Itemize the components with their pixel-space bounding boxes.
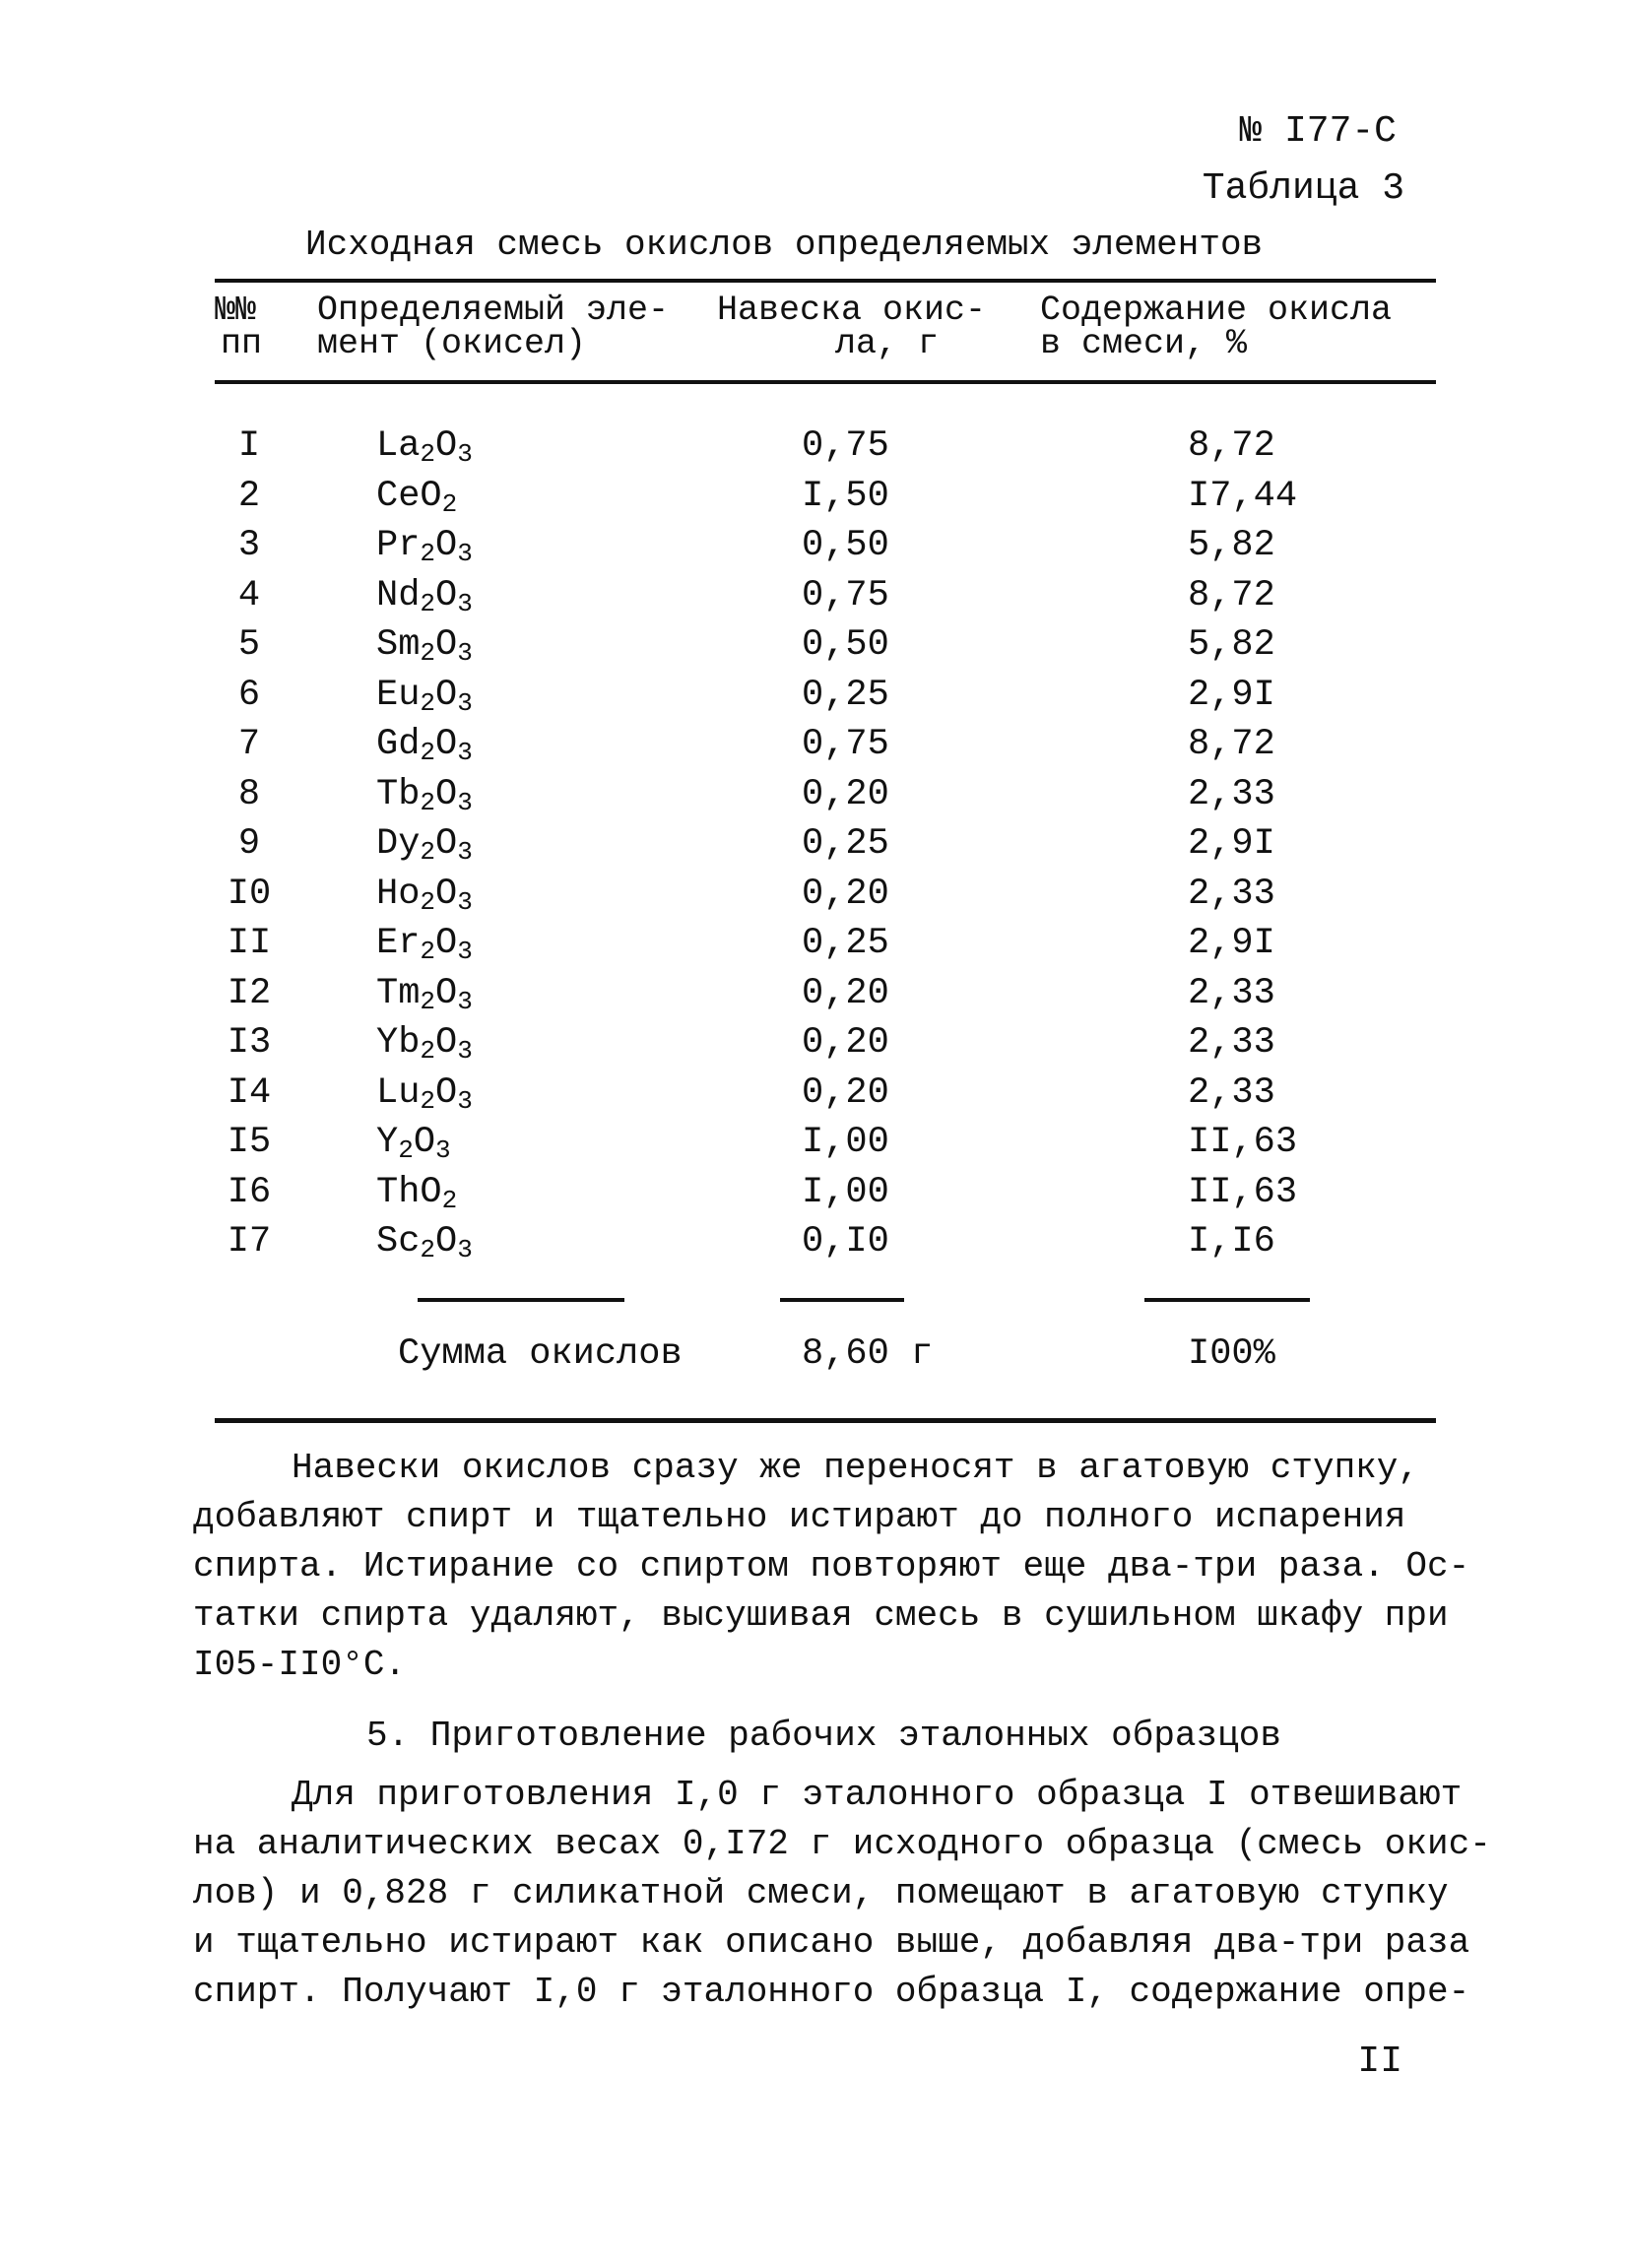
row-number: 9 (237, 823, 261, 865)
oxide-content: I7,44 (1188, 475, 1298, 517)
oxide-mass: 0,20 (802, 1071, 889, 1114)
row-number: 7 (237, 724, 261, 765)
row-number: 6 (237, 674, 261, 716)
row-number: I3 (227, 1022, 272, 1064)
oxide-formula: $Tb_2O_3$ (376, 773, 473, 817)
paragraph-mixing: Навески окислов сразу же переносят в агатовую ступку, добавляют спирт и тщательно истирают до полного испарения спирта. Истирание со спиртом повторяют еще два-три раза. Ос- татки спирта удаляют, высушивая смесь в сушильном шкафу при I05-II0°С. (193, 1448, 1470, 1685)
table-top-rule (215, 279, 1436, 283)
total-mass: 8,60 г (802, 1333, 934, 1375)
table-row (0, 1022, 1629, 1071)
oxide-formula: ThO$_2$ (376, 1171, 458, 1215)
oxide-content: 8,72 (1188, 425, 1275, 467)
oxide-content: 8,72 (1188, 724, 1275, 765)
oxide-formula: $Lu_2O_3$ (376, 1071, 473, 1116)
col-header-content: Содержание окисла в смеси, % (1040, 291, 1393, 363)
table-row (0, 823, 1629, 873)
oxide-content: 2,33 (1188, 1071, 1275, 1114)
row-number: I4 (227, 1071, 272, 1114)
table-label: Таблица 3 (1202, 167, 1404, 210)
row-number: 2 (237, 475, 261, 517)
row-number: 8 (237, 773, 261, 815)
oxide-formula: $Ho_2O_3$ (376, 873, 473, 917)
column-underline (780, 1298, 904, 1302)
table-row (0, 774, 1629, 823)
oxide-mass: 0,25 (802, 923, 889, 964)
table-header-rule (215, 380, 1436, 384)
row-number: 3 (237, 525, 261, 566)
table-row (0, 973, 1629, 1022)
row-number: I7 (227, 1221, 272, 1263)
oxide-formula: $Yb_2O_3$ (376, 1022, 473, 1066)
table-row (0, 675, 1629, 724)
oxide-content: II,63 (1188, 1122, 1298, 1163)
column-underline (418, 1298, 624, 1302)
oxide-mass: I,50 (802, 475, 889, 517)
row-number: I2 (227, 972, 272, 1014)
oxide-mass: 0,20 (802, 1022, 889, 1064)
page-number: II (1357, 2041, 1402, 2083)
oxide-content: 5,82 (1188, 525, 1275, 566)
row-number: I0 (227, 873, 272, 915)
oxide-formula: $Pr_2O_3$ (376, 525, 473, 568)
row-number: 5 (237, 624, 261, 666)
table-row (0, 476, 1629, 525)
table-row (0, 1122, 1629, 1171)
oxide-mass: 0,20 (802, 773, 889, 815)
oxide-formula: $Dy_2O_3$ (376, 823, 473, 867)
oxide-formula: $Sc_2O_3$ (376, 1221, 473, 1264)
col-header-element: Определяемый эле- мент (окисел) (317, 291, 670, 363)
oxide-mass: 0,I0 (802, 1221, 889, 1263)
table-row (0, 525, 1629, 574)
oxide-formula: $Sm_2O_3$ (376, 624, 473, 668)
table-row (0, 1072, 1629, 1122)
paragraph-preparation: Для приготовления I,0 г эталонного образца I отвешивают на аналитических весах 0,I72 г исходного образца (смесь окис- лов) и 0,828 г силикатной смеси, помещают в агатовую ступку и тщательно истирают как описано выше, добавляя два-три раза спирт. Получают I,0 г эталонного образца I, содержание опре- (193, 1775, 1491, 2012)
oxide-mass: 0,50 (802, 525, 889, 566)
oxide-formula: CeO$_2$ (376, 475, 458, 519)
row-number: II (227, 923, 272, 964)
document-number: № I77-С (1239, 110, 1397, 153)
table-row (0, 1172, 1629, 1221)
col-header-mass: Навеска окис- ла, г (717, 291, 987, 363)
column-underline (1144, 1298, 1310, 1302)
table-row (0, 575, 1629, 624)
oxide-mass: I,00 (802, 1122, 889, 1163)
row-number: I6 (227, 1171, 272, 1213)
table-row (0, 624, 1629, 674)
oxide-formula: $Er_2O_3$ (376, 923, 473, 966)
oxide-mass: 0,25 (802, 674, 889, 716)
oxide-formula: $Y_2O_3$ (376, 1122, 451, 1165)
oxide-mass: 0,20 (802, 873, 889, 915)
table-bottom-rule (215, 1418, 1436, 1423)
total-percent: I00% (1188, 1333, 1275, 1375)
table-row (0, 724, 1629, 773)
oxide-content: I,I6 (1188, 1221, 1275, 1263)
table-row (0, 923, 1629, 972)
oxide-formula: $Nd_2O_3$ (376, 574, 473, 618)
oxide-formula: $Gd_2O_3$ (376, 724, 473, 767)
oxide-formula: $La_2O_3$ (376, 425, 473, 469)
table-title: Исходная смесь окислов определяемых элементов (305, 225, 1264, 265)
oxide-mass: I,00 (802, 1171, 889, 1213)
oxide-content: 2,33 (1188, 972, 1275, 1014)
oxide-formula: $Eu_2O_3$ (376, 674, 473, 718)
oxide-mass: 0,75 (802, 724, 889, 765)
col-header-number: №№ пп (215, 291, 263, 363)
oxide-content: II,63 (1188, 1171, 1298, 1213)
oxide-content: 2,9I (1188, 674, 1275, 716)
oxide-content: 8,72 (1188, 574, 1275, 616)
row-number: 4 (237, 574, 261, 616)
oxide-mass: 0,75 (802, 425, 889, 467)
oxide-formula: $Tm_2O_3$ (376, 972, 473, 1016)
row-number: I (237, 425, 261, 467)
oxide-mass: 0,75 (802, 574, 889, 616)
oxide-mass: 0,25 (802, 823, 889, 865)
table-row (0, 425, 1629, 475)
oxide-content: 2,33 (1188, 873, 1275, 915)
oxide-content: 2,9I (1188, 823, 1275, 865)
row-number: I5 (227, 1122, 272, 1163)
oxide-content: 2,33 (1188, 773, 1275, 815)
oxide-content: 5,82 (1188, 624, 1275, 666)
total-label: Сумма окислов (398, 1333, 683, 1375)
oxide-content: 2,9I (1188, 923, 1275, 964)
oxide-content: 2,33 (1188, 1022, 1275, 1064)
oxide-mass: 0,20 (802, 972, 889, 1014)
oxide-mass: 0,50 (802, 624, 889, 666)
table-row (0, 1221, 1629, 1270)
table-row (0, 874, 1629, 923)
section-heading: 5. Приготовление рабочих эталонных образцов (366, 1716, 1281, 1756)
